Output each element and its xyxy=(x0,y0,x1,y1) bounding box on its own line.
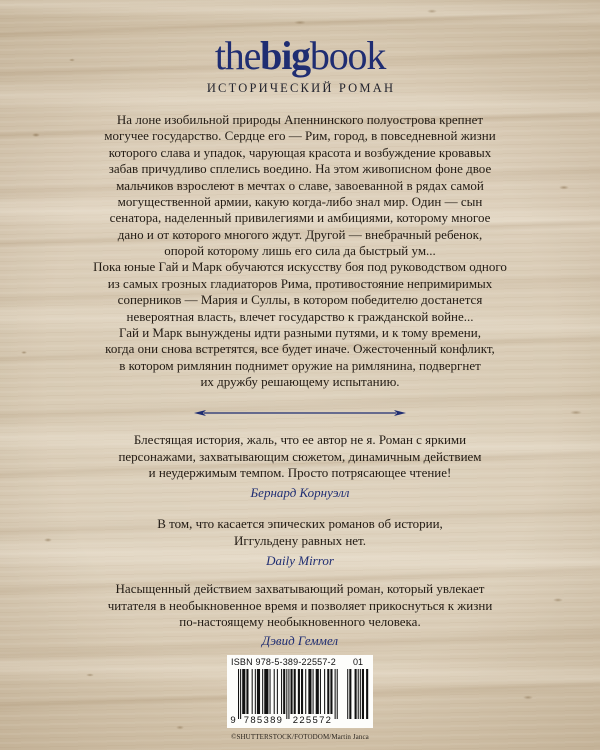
review-line: Иггульдену равных нет. xyxy=(233,532,367,548)
barcode-left-digits: 785389 xyxy=(243,715,284,726)
barcode-bar xyxy=(298,669,300,714)
barcode-bar xyxy=(257,669,260,714)
barcode-bar xyxy=(327,669,329,714)
blurb-line: их дружбу решающему испытанию. xyxy=(200,374,400,389)
logo-book-text: book xyxy=(309,33,386,78)
barcode-addon-text: 01 xyxy=(352,657,363,667)
blurb xyxy=(0,112,600,390)
barcode-bar xyxy=(283,669,285,714)
photo-credit: ©SHUTTERSTOCK/FOTODOM/Martin Janca xyxy=(231,733,369,741)
barcode-bar xyxy=(252,669,253,714)
barcode-bar xyxy=(286,669,287,719)
barcode-bar xyxy=(291,669,293,714)
blurb-line: Пока юные Гай и Марк обучаются искусству боя под руководством одного xyxy=(93,259,507,275)
barcode-addon-bar xyxy=(362,669,364,719)
barcode-bar xyxy=(240,669,241,719)
barcode-right-digits: 225572 xyxy=(292,715,333,726)
barcode-bar xyxy=(270,669,271,714)
barcode-addon-bar xyxy=(360,669,361,719)
review-line: по-настоящему необыкновенного человека. xyxy=(179,614,421,629)
blurb-line: могучее государство. Сердце его — Рим, город, в повседневной жизни xyxy=(104,128,496,144)
barcode-addon-bar xyxy=(355,669,357,719)
barcode-bar xyxy=(255,669,256,714)
barcode-bar xyxy=(305,669,306,714)
barcode-bar xyxy=(288,669,289,719)
logo-the-text: the xyxy=(214,33,261,78)
review-line: Блестящая история, жаль, что ее автор не я. Роман с яркими xyxy=(133,432,467,447)
review-quote xyxy=(0,581,600,631)
blurb-line: дано и от которого многого ждут. Другой — внебрачный ребенок, xyxy=(117,226,483,242)
review-line: Насыщенный действием захватывающий роман, который увлекает xyxy=(115,581,485,596)
barcode-bar xyxy=(330,669,332,714)
blurb-line: забав причудливо сплелись воедино. На этом живописном фоне двое xyxy=(108,161,492,177)
review-author: Дэвид Геммел xyxy=(261,633,339,648)
barcode-label xyxy=(227,655,373,728)
blurb-line: могущественной армии, какую когда-либо знал мир. Один — сын xyxy=(117,193,483,209)
logo-big-text: big xyxy=(260,33,310,78)
barcode-addon-bar xyxy=(358,669,359,719)
review-author: Бернард Корнуэлл xyxy=(250,485,350,500)
barcode-bar xyxy=(274,669,275,714)
publisher-logo xyxy=(0,33,600,78)
blurb-line: Гай и Марк вынуждены идти разными путями, и к тому времени, xyxy=(119,324,481,340)
review-quote xyxy=(0,432,600,482)
barcode-bar xyxy=(281,669,282,714)
barcode-addon-bar xyxy=(347,669,348,719)
blurb-line: сенатора, наделенный привилегиями и амбициями, которому многое xyxy=(109,210,491,226)
blurb-line: На лоне изобильной природы Апеннинского полуострова крепнет xyxy=(116,112,484,127)
blurb-line: мальчиков взрослеют в мечтах о славе, завоеванной в рядах самой xyxy=(116,177,484,193)
barcode-bar xyxy=(337,669,338,719)
barcode-bar xyxy=(277,669,278,714)
barcode-bar xyxy=(294,669,296,714)
review-line: В том, что касается эпических романов об истории, xyxy=(157,516,443,531)
barcode-bar xyxy=(264,669,268,714)
barcode-bar xyxy=(320,669,321,714)
blurb-line: из самых грозных гладиаторов Рима, противостояние непримиримых xyxy=(107,275,493,291)
barcode-bar xyxy=(262,669,263,714)
barcode-bar xyxy=(324,669,325,714)
review-line: персонажами, захватывающим сюжетом, динамичным действием xyxy=(118,448,482,464)
barcode-first-digit: 9 xyxy=(230,715,236,726)
blurb-line: в котором римлянин поднимет оружие на римлянина, подвергнет xyxy=(119,357,481,373)
blurb-line: невероятная власть, влечет государство к гражданской войне... xyxy=(126,308,474,324)
review-line: читателя в необыкновенное время и позволяет прикоснуться к жизни xyxy=(107,597,493,613)
blurb-line: соперников — Мария и Суллы, в котором победителю достанется xyxy=(117,292,483,308)
barcode-bar xyxy=(238,669,239,719)
blurb-line: когда они снова встретятся, все будет иначе. Ожесточенный конфликт, xyxy=(105,341,495,357)
isbn-text: ISBN 978-5-389-22557-2 xyxy=(231,657,336,667)
review-line: и неудержимым темпом. Просто потрясающее чтение! xyxy=(148,465,452,480)
ornamental-divider xyxy=(193,407,407,419)
barcode-addon-bar xyxy=(366,669,368,719)
barcode-addon-bar xyxy=(349,669,351,719)
barcode-bar xyxy=(313,669,314,714)
barcode-bar xyxy=(246,669,248,714)
barcode-bar xyxy=(335,669,336,719)
barcode-bar xyxy=(242,669,245,714)
review-quote xyxy=(0,516,600,549)
barcode-bar xyxy=(308,669,311,714)
barcode-bar xyxy=(301,669,303,714)
review-author: Daily Mirror xyxy=(266,553,334,568)
series-label: ИСТОРИЧЕСКИЙ РОМАН xyxy=(206,81,396,95)
blurb-line: которого слава и упадок, чарующая красота и возбуждение кровавых xyxy=(108,144,492,160)
barcode-bar xyxy=(316,669,319,714)
blurb-line: опорой которому лишь его сила да быстрый ум... xyxy=(164,243,436,258)
